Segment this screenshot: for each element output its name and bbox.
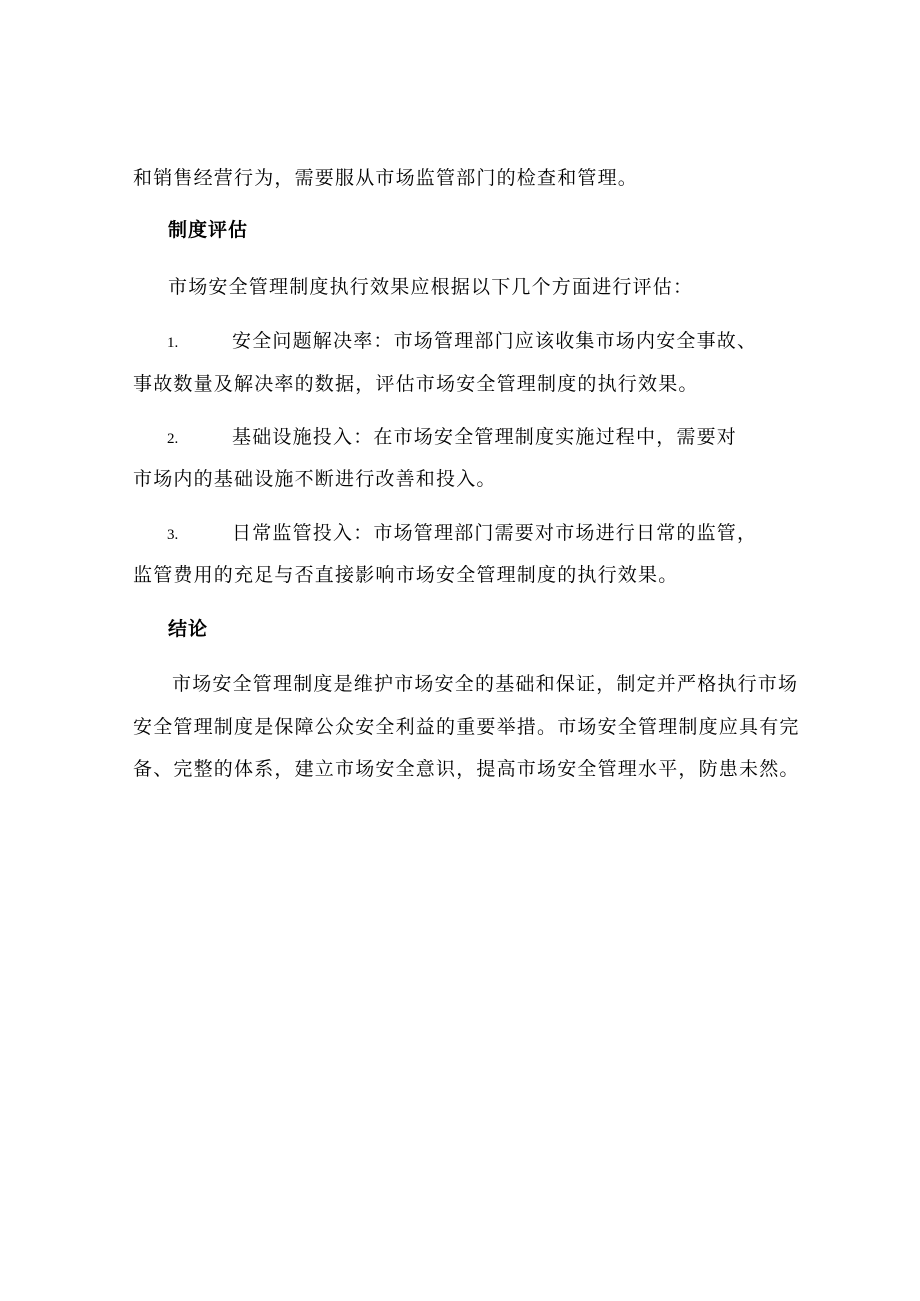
list-item-continuation: 监管费用的充足与否直接影响市场安全管理制度的执行效果。: [133, 564, 679, 586]
list-item-continuation: 事故数量及解决率的数据，评估市场安全管理制度的执行效果。: [133, 373, 699, 395]
paragraph-intro-tail: 和销售经营行为，需要服从市场监管部门的检查和管理。: [133, 167, 639, 189]
list-item-number: 2.: [167, 431, 179, 447]
paragraph-conclusion-line: 安全管理制度是保障公众安全利益的重要举措。市场安全管理制度应具有完: [133, 716, 800, 738]
list-item-number: 3.: [167, 527, 179, 543]
list-item-continuation: 市场内的基础设施不断进行改善和投入。: [133, 468, 497, 490]
list-item-number: 1.: [167, 335, 179, 351]
list-item-text: 安全问题解决率：市场管理部门应该收集市场内安全事故、: [232, 330, 758, 352]
list-item-text: 日常监管投入：市场管理部门需要对市场进行日常的监管，: [232, 522, 758, 544]
paragraph-eval-lead: 市场安全管理制度执行效果应根据以下几个方面进行评估：: [168, 276, 694, 298]
paragraph-conclusion-line: 市场安全管理制度是维护市场安全的基础和保证，制定并严格执行市场: [172, 673, 799, 695]
paragraph-conclusion-line: 备、完整的体系，建立市场安全意识，提高市场安全管理水平，防患未然。: [133, 758, 800, 780]
heading-evaluation: 制度评估: [168, 219, 249, 241]
heading-conclusion: 结论: [168, 618, 209, 640]
list-item-text: 基础设施投入：在市场安全管理制度实施过程中，需要对: [232, 426, 738, 448]
